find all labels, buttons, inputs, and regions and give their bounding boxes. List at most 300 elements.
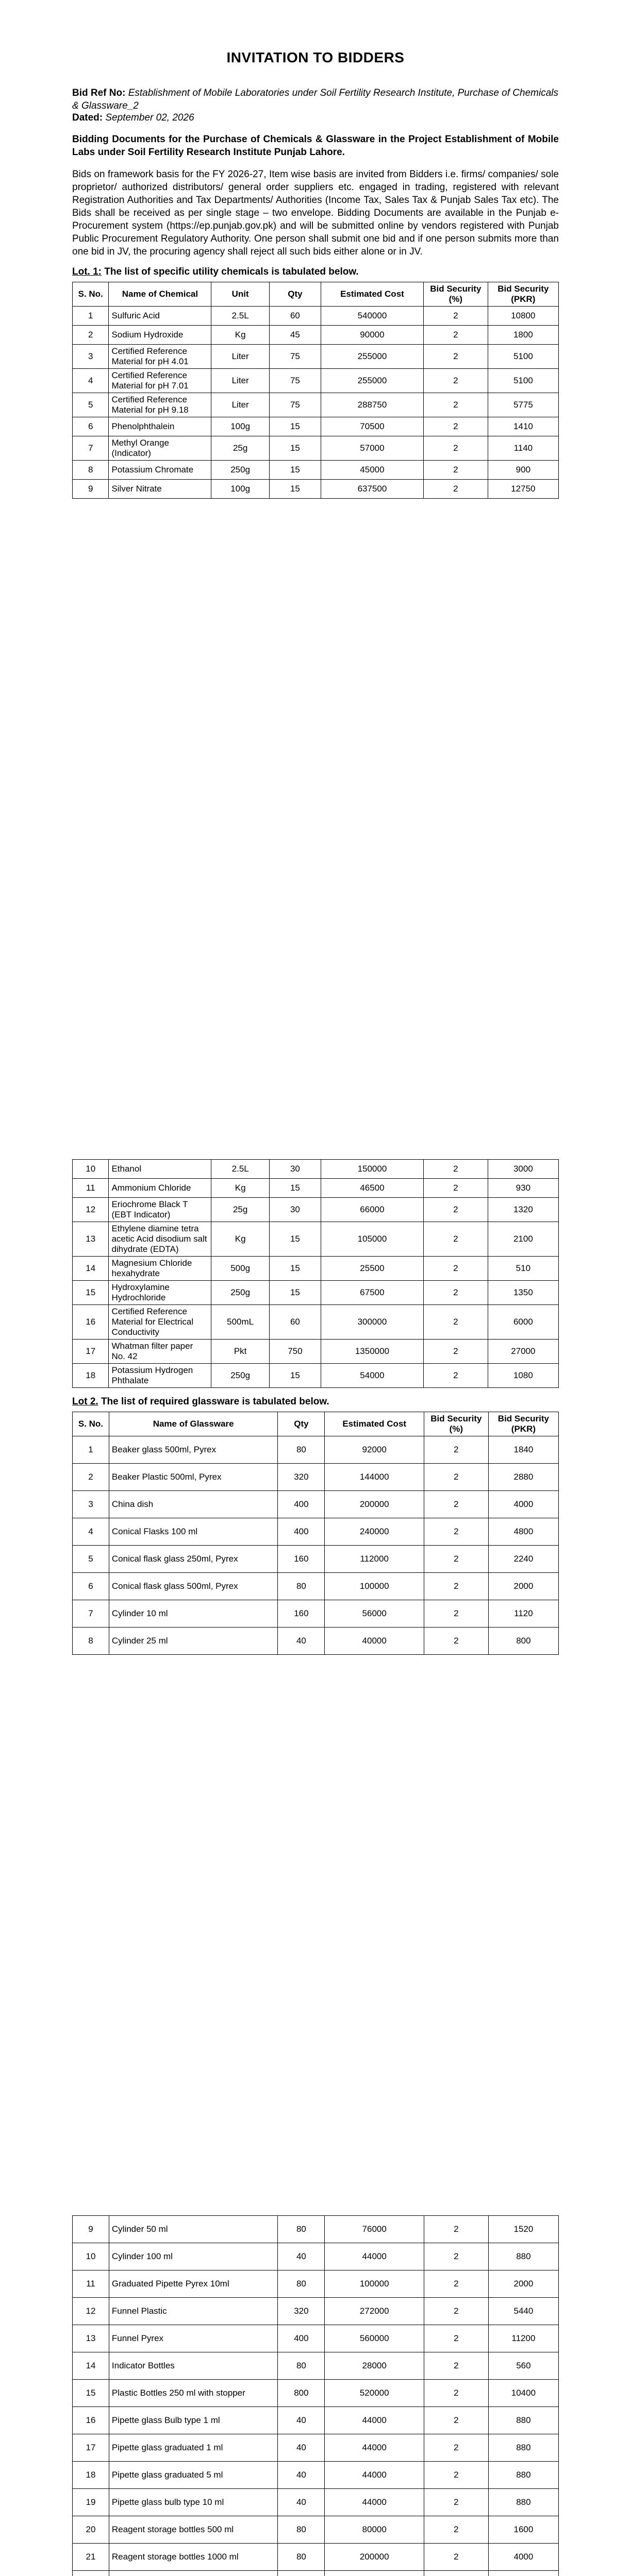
- table-cell: 15: [269, 1222, 321, 1257]
- lot2-text: The list of required glassware is tabulated below.: [98, 1396, 329, 1407]
- table-cell: 2: [424, 2462, 488, 2489]
- table-cell: 60: [269, 307, 321, 326]
- table-cell: 13: [73, 1222, 109, 1257]
- table-row: [73, 326, 559, 345]
- table-cell: 637500: [321, 480, 423, 499]
- table-cell: 17: [73, 2434, 109, 2462]
- table-row: [73, 1179, 559, 1198]
- table-cell: 14: [73, 2352, 109, 2380]
- table-cell: 2240: [488, 1546, 558, 1573]
- table-cell: 2: [423, 461, 488, 480]
- table-cell: Beaker Plastic 500ml, Pyrex: [109, 1464, 277, 1491]
- table-cell: Liter: [211, 369, 269, 393]
- table-row: [73, 2380, 559, 2407]
- table-cell: 100000: [325, 2270, 424, 2298]
- table-cell: 45000: [321, 461, 423, 480]
- table-row: [73, 2216, 559, 2243]
- table-cell: Cylinder 50 ml: [109, 2216, 277, 2243]
- table-cell: 200000: [325, 2544, 424, 2571]
- glassware-table-header: [73, 1412, 559, 1436]
- table-cell: 40000: [325, 1628, 424, 1655]
- table-cell: 1120: [488, 1600, 558, 1628]
- table-cell: 540000: [321, 307, 423, 326]
- table-cell: 56000: [325, 1600, 424, 1628]
- table-cell: Kg: [211, 326, 269, 345]
- bid-ref-text: Establishment of Mobile Laboratories under Soil Fertility Research Institute, Purchase of Chemicals & Glassware_2: [72, 88, 558, 111]
- table-cell: 1840: [488, 1436, 558, 1464]
- table-cell: 1140: [488, 436, 558, 461]
- chemicals-table-body: [73, 307, 559, 499]
- table-cell: 17: [73, 1340, 109, 1364]
- table-row: [73, 1464, 559, 1491]
- table-cell: Sulfuric Acid: [109, 307, 211, 326]
- table-cell: 2: [423, 1222, 488, 1257]
- table-cell: 272000: [325, 2298, 424, 2325]
- table-cell: Certified Reference Material for pH 9.18: [109, 393, 211, 417]
- table-cell: 2: [423, 1198, 488, 1222]
- table-cell: 80: [278, 2544, 325, 2571]
- table-cell: 1: [73, 1436, 109, 1464]
- column-header: Estimated Cost: [321, 282, 423, 307]
- table-cell: Methyl Orange (Indicator): [109, 436, 211, 461]
- table-cell: 80: [278, 2352, 325, 2380]
- table-cell: 1: [73, 307, 109, 326]
- table-row: [73, 2462, 559, 2489]
- table-cell: 2: [424, 1436, 488, 1464]
- table-cell: 80: [278, 2270, 325, 2298]
- lot2-title: [72, 1396, 559, 1408]
- table-cell: 2: [424, 1546, 488, 1573]
- table-cell: 3: [73, 345, 109, 369]
- table-cell: 4800: [488, 1518, 558, 1546]
- table-cell: Reagent storage bottles 1000 ml: [109, 2544, 277, 2571]
- table-cell: 18: [73, 2462, 109, 2489]
- table-row: [73, 2434, 559, 2462]
- glassware-table-part2: [72, 2215, 559, 2576]
- table-cell: 60: [269, 1305, 321, 1340]
- header-row: [73, 1412, 559, 1436]
- table-cell: Reagent storage bottles 500 ml: [109, 2516, 277, 2544]
- table-cell: Pkt: [211, 1340, 269, 1364]
- table-cell: 8: [73, 461, 109, 480]
- table-cell: 5100: [488, 369, 558, 393]
- table-cell: 300000: [321, 1305, 423, 1340]
- table-cell: 40: [278, 1628, 325, 1655]
- table-cell: 92000: [325, 1436, 424, 1464]
- table-cell: Ethanol: [109, 1160, 211, 1179]
- table-cell: 250g: [211, 461, 269, 480]
- table-cell: 880: [488, 2407, 558, 2434]
- table-cell: Whatman filter paper No. 42: [109, 1340, 211, 1364]
- chemicals-table-part2: [72, 1159, 559, 1388]
- table-row: [73, 369, 559, 393]
- table-row: [73, 2270, 559, 2298]
- table-cell: 560000: [325, 2325, 424, 2352]
- table-row: [73, 345, 559, 369]
- table-cell: 240000: [325, 1518, 424, 1546]
- table-cell: 2: [424, 1491, 488, 1518]
- table-row: [73, 393, 559, 417]
- table-cell: 46500: [321, 1179, 423, 1198]
- table-cell: 2000: [488, 2270, 558, 2298]
- table-cell: 76000: [325, 2216, 424, 2243]
- table-cell: 250g: [211, 1364, 269, 1388]
- table-cell: 750: [269, 1340, 321, 1364]
- table-cell: 1800: [488, 326, 558, 345]
- table-cell: 25g: [211, 1198, 269, 1222]
- dated: [72, 112, 559, 124]
- column-header: Unit: [211, 282, 269, 307]
- table-cell: Silver Nitrate: [109, 480, 211, 499]
- table-cell: 21: [73, 2544, 109, 2571]
- table-cell: 80: [278, 2516, 325, 2544]
- table-cell: 2.5L: [211, 307, 269, 326]
- table-cell: Indicator Bottles: [109, 2352, 277, 2380]
- table-row: [73, 2516, 559, 2544]
- table-cell: [488, 2571, 558, 2576]
- table-cell: 560: [488, 2352, 558, 2380]
- table-cell: 1350: [488, 1281, 558, 1305]
- lot1-text: The list of specific utility chemicals is tabulated below.: [102, 266, 359, 277]
- page-2: [72, 1159, 559, 1655]
- table-row: [73, 461, 559, 480]
- table-cell: Pipette glass graduated 1 ml: [109, 2434, 277, 2462]
- table-cell: 10: [73, 1160, 109, 1179]
- page-title: INVITATION TO BIDDERS: [226, 49, 405, 65]
- table-cell: 8: [73, 1628, 109, 1655]
- table-row: [73, 417, 559, 436]
- table-cell: 16: [73, 2407, 109, 2434]
- table-cell: 44000: [325, 2243, 424, 2270]
- table-row: [73, 2571, 559, 2576]
- table-row: [73, 307, 559, 326]
- table-cell: 250g: [211, 1281, 269, 1305]
- table-cell: Conical Flasks 100 ml: [109, 1518, 277, 1546]
- table-cell: 15: [269, 417, 321, 436]
- table-row: [73, 436, 559, 461]
- table-cell: 2: [424, 1600, 488, 1628]
- table-cell: Conical flask glass 500ml, Pyrex: [109, 1573, 277, 1600]
- table-cell: Funnel Pyrex: [109, 2325, 277, 2352]
- table-cell: 40: [278, 2434, 325, 2462]
- column-header: Bid Security (%): [424, 1412, 488, 1436]
- table-cell: Hydroxylamine Hydrochloride: [109, 1281, 211, 1305]
- table-cell: 40: [278, 2407, 325, 2434]
- table-cell: 5440: [488, 2298, 558, 2325]
- table-cell: Certified Reference Material for Electrical Conductivity: [109, 1305, 211, 1340]
- table-cell: 100g: [211, 417, 269, 436]
- table-cell: 2: [424, 2216, 488, 2243]
- table-cell: 200000: [325, 1491, 424, 1518]
- table-cell: 160: [278, 1600, 325, 1628]
- table-cell: 9: [73, 480, 109, 499]
- table-cell: Magnesium Chloride hexahydrate: [109, 1257, 211, 1281]
- table-row: [73, 1518, 559, 1546]
- table-cell: 4: [73, 1518, 109, 1546]
- table-cell: Liter: [211, 393, 269, 417]
- table-cell: [325, 2571, 424, 2576]
- table-cell: 19: [73, 2489, 109, 2516]
- table-cell: 90000: [321, 326, 423, 345]
- lot2-label: Lot 2.: [72, 1396, 98, 1407]
- table-cell: 6: [73, 1573, 109, 1600]
- table-row: [73, 2325, 559, 2352]
- table-cell: 7: [73, 1600, 109, 1628]
- table-cell: 15: [269, 1281, 321, 1305]
- table-cell: 400: [278, 1491, 325, 1518]
- table-cell: 2100: [488, 1222, 558, 1257]
- table-row: [73, 2352, 559, 2380]
- table-cell: 112000: [325, 1546, 424, 1573]
- column-header: Qty: [278, 1412, 325, 1436]
- table-cell: 80: [278, 2216, 325, 2243]
- table-cell: 2: [423, 436, 488, 461]
- table-cell: China dish: [109, 1491, 277, 1518]
- table-cell: 2: [423, 1257, 488, 1281]
- table-cell: Pipette glass bulb type 10 ml: [109, 2489, 277, 2516]
- table-cell: 80000: [325, 2516, 424, 2544]
- chemicals-table-header: [73, 282, 559, 307]
- table-cell: 1520: [488, 2216, 558, 2243]
- column-header: Name of Glassware: [109, 1412, 277, 1436]
- table-cell: 75: [269, 393, 321, 417]
- table-cell: 13: [73, 2325, 109, 2352]
- table-cell: 2: [424, 2516, 488, 2544]
- table-cell: 15: [269, 1364, 321, 1388]
- table-cell: 880: [488, 2489, 558, 2516]
- table-cell: 11200: [488, 2325, 558, 2352]
- table-row: [73, 1364, 559, 1388]
- table-cell: 1350000: [321, 1340, 423, 1364]
- table-cell: 400: [278, 1518, 325, 1546]
- table-row: [73, 1340, 559, 1364]
- table-cell: 880: [488, 2462, 558, 2489]
- table-row: [73, 2407, 559, 2434]
- table-row: [73, 1160, 559, 1179]
- table-cell: 11: [73, 1179, 109, 1198]
- table-cell: 54000: [321, 1364, 423, 1388]
- table-cell: 75: [269, 345, 321, 369]
- glassware-table-body: [73, 2216, 559, 2576]
- table-cell: 800: [488, 1628, 558, 1655]
- table-cell: 15: [269, 1257, 321, 1281]
- table-cell: 2: [424, 2489, 488, 2516]
- table-cell: 2: [424, 1518, 488, 1546]
- table-cell: 2000: [488, 1573, 558, 1600]
- table-cell: 400: [278, 2325, 325, 2352]
- table-cell: 5: [73, 393, 109, 417]
- table-row: [73, 1257, 559, 1281]
- table-row: [73, 1573, 559, 1600]
- glassware-table-part1: [72, 1412, 559, 1655]
- table-cell: 40: [278, 2462, 325, 2489]
- table-row: [73, 1305, 559, 1340]
- table-cell: Certified Reference Material for pH 4.01: [109, 345, 211, 369]
- table-cell: Plastic Bottles 250 ml with stopper: [109, 2380, 277, 2407]
- table-cell: 2: [424, 1464, 488, 1491]
- table-cell: 40: [278, 2489, 325, 2516]
- table-cell: 2: [423, 345, 488, 369]
- table-cell: 3000: [488, 1160, 558, 1179]
- table-cell: Beaker glass 500ml, Pyrex: [109, 1436, 277, 1464]
- table-cell: Ethylene diamine tetra acetic Acid disodium salt dihydrate (EDTA): [109, 1222, 211, 1257]
- table-row: [73, 2243, 559, 2270]
- table-cell: 12: [73, 1198, 109, 1222]
- table-cell: Pipette glass graduated 5 ml: [109, 2462, 277, 2489]
- table-cell: 44000: [325, 2407, 424, 2434]
- dated-label: Dated:: [72, 112, 103, 123]
- table-cell: 25500: [321, 1257, 423, 1281]
- table-cell: 2: [73, 326, 109, 345]
- table-cell: 900: [488, 461, 558, 480]
- table-row: [73, 1222, 559, 1257]
- table-cell: 27000: [488, 1340, 558, 1364]
- table-cell: 12750: [488, 480, 558, 499]
- table-cell: 4000: [488, 1491, 558, 1518]
- table-cell: Cylinder 100 ml: [109, 2243, 277, 2270]
- table-cell: 45: [269, 326, 321, 345]
- table-cell: 2: [424, 2298, 488, 2325]
- table-cell: [278, 2571, 325, 2576]
- table-cell: 2: [424, 2544, 488, 2571]
- table-cell: 880: [488, 2243, 558, 2270]
- table-cell: Sodium Hydroxide: [109, 326, 211, 345]
- table-cell: 150000: [321, 1160, 423, 1179]
- table-cell: 288750: [321, 393, 423, 417]
- table-cell: [424, 2571, 488, 2576]
- table-cell: 44000: [325, 2462, 424, 2489]
- table-row: [73, 2489, 559, 2516]
- table-cell: 14: [73, 1257, 109, 1281]
- table-cell: Certified Reference Material for pH 7.01: [109, 369, 211, 393]
- table-cell: 520000: [325, 2380, 424, 2407]
- dated-value: September 02, 2026: [103, 112, 194, 123]
- table-cell: 57000: [321, 436, 423, 461]
- table-cell: 5: [73, 1546, 109, 1573]
- table-cell: 2: [424, 2325, 488, 2352]
- table-cell: 12: [73, 2298, 109, 2325]
- table-cell: 2880: [488, 1464, 558, 1491]
- table-cell: 40: [278, 2243, 325, 2270]
- table-cell: 2: [423, 307, 488, 326]
- table-cell: [109, 2571, 277, 2576]
- table-cell: Funnel Plastic: [109, 2298, 277, 2325]
- lot1-label: Lot. 1:: [72, 266, 102, 277]
- table-cell: Cylinder 10 ml: [109, 1600, 277, 1628]
- table-row: [73, 1600, 559, 1628]
- table-cell: 320: [278, 2298, 325, 2325]
- table-cell: 30: [269, 1198, 321, 1222]
- table-cell: 75: [269, 369, 321, 393]
- table-cell: 880: [488, 2434, 558, 2462]
- table-cell: 2: [423, 326, 488, 345]
- table-row: [73, 2298, 559, 2325]
- table-cell: Liter: [211, 345, 269, 369]
- table-row: [73, 1198, 559, 1222]
- table-cell: 15: [269, 461, 321, 480]
- table-cell: 30: [269, 1160, 321, 1179]
- table-cell: 2.5L: [211, 1160, 269, 1179]
- table-cell: 2: [423, 1160, 488, 1179]
- table-cell: 255000: [321, 345, 423, 369]
- table-cell: 510: [488, 1257, 558, 1281]
- chemicals-table-body: [73, 1160, 559, 1388]
- table-cell: Potassium Hydrogen Phthalate: [109, 1364, 211, 1388]
- table-row: [73, 2544, 559, 2571]
- table-cell: 500g: [211, 1257, 269, 1281]
- table-cell: 15: [269, 480, 321, 499]
- table-cell: Kg: [211, 1179, 269, 1198]
- table-cell: 2: [423, 417, 488, 436]
- table-cell: 5100: [488, 345, 558, 369]
- header-row: [73, 282, 559, 307]
- table-row: [73, 480, 559, 499]
- table-cell: 5775: [488, 393, 558, 417]
- lot1-title: [72, 266, 559, 278]
- table-cell: 100g: [211, 480, 269, 499]
- table-cell: [73, 2571, 109, 2576]
- column-header: Name of Chemical: [109, 282, 211, 307]
- table-cell: 4000: [488, 2544, 558, 2571]
- table-cell: 144000: [325, 1464, 424, 1491]
- chemicals-table-part1: [72, 282, 559, 499]
- glassware-table-body: [73, 1436, 559, 1655]
- table-cell: 2: [424, 2380, 488, 2407]
- table-cell: Graduated Pipette Pyrex 10ml: [109, 2270, 277, 2298]
- column-header: Qty: [269, 282, 321, 307]
- table-cell: Phenolphthalein: [109, 417, 211, 436]
- bidding-heading: Bidding Documents for the Purchase of Chemicals & Glassware in the Project Establishment of Mobile Labs under Soil Fertility Research Institute Punjab Lahore.: [72, 134, 559, 158]
- column-header: Bid Security (%): [423, 282, 488, 307]
- table-cell: 1600: [488, 2516, 558, 2544]
- table-cell: 6: [73, 417, 109, 436]
- table-cell: 2: [73, 1464, 109, 1491]
- table-cell: 3: [73, 1491, 109, 1518]
- table-cell: 2: [423, 393, 488, 417]
- column-header: S. No.: [73, 1412, 109, 1436]
- table-cell: 2: [423, 1281, 488, 1305]
- table-row: [73, 1436, 559, 1464]
- table-cell: 2: [423, 480, 488, 499]
- column-header: S. No.: [73, 282, 109, 307]
- table-cell: 70500: [321, 417, 423, 436]
- intro-paragraph: Bids on framework basis for the FY 2026-27, Item wise basis are invited from Bidders i.e. firms/ companies/ sole proprietor/ authorized distributors/ general order suppliers etc. engaged in trading, registered with relevant Registration Authorities and Tax Departments/ Authorities (Income Tax, Sales Tax & Punjab Sales Tax etc). The Bids shall be received as per single stage – two envelope. Bidding Documents are available in the Punjab e-Procurement system (https://ep.punjab.gov.pk) and will be submitted online by vendors registered with Punjab Public Procurement Regulatory Authority. One person shall submit one bid and if one person submits more than one bid in JV, the procuring agency shall reject all such bids either alone or in JV.: [72, 169, 559, 257]
- column-header: Bid Security (PKR): [488, 282, 558, 307]
- table-cell: 10: [73, 2243, 109, 2270]
- table-cell: 9: [73, 2216, 109, 2243]
- table-row: [73, 1546, 559, 1573]
- bid-ref-label: Bid Ref No:: [72, 88, 126, 98]
- table-cell: 2: [423, 1305, 488, 1340]
- table-row: [73, 1491, 559, 1518]
- table-cell: 7: [73, 436, 109, 461]
- table-cell: Ammonium Chloride: [109, 1179, 211, 1198]
- table-cell: 25g: [211, 436, 269, 461]
- table-cell: 10400: [488, 2380, 558, 2407]
- table-cell: 2: [424, 1628, 488, 1655]
- table-cell: Pipette glass Bulb type 1 ml: [109, 2407, 277, 2434]
- table-row: [73, 1281, 559, 1305]
- table-cell: 1080: [488, 1364, 558, 1388]
- table-cell: 18: [73, 1364, 109, 1388]
- table-cell: 2: [423, 1364, 488, 1388]
- table-cell: 28000: [325, 2352, 424, 2380]
- table-cell: 255000: [321, 369, 423, 393]
- table-cell: 105000: [321, 1222, 423, 1257]
- table-cell: 2: [424, 2243, 488, 2270]
- table-cell: 15: [73, 2380, 109, 2407]
- table-cell: 11: [73, 2270, 109, 2298]
